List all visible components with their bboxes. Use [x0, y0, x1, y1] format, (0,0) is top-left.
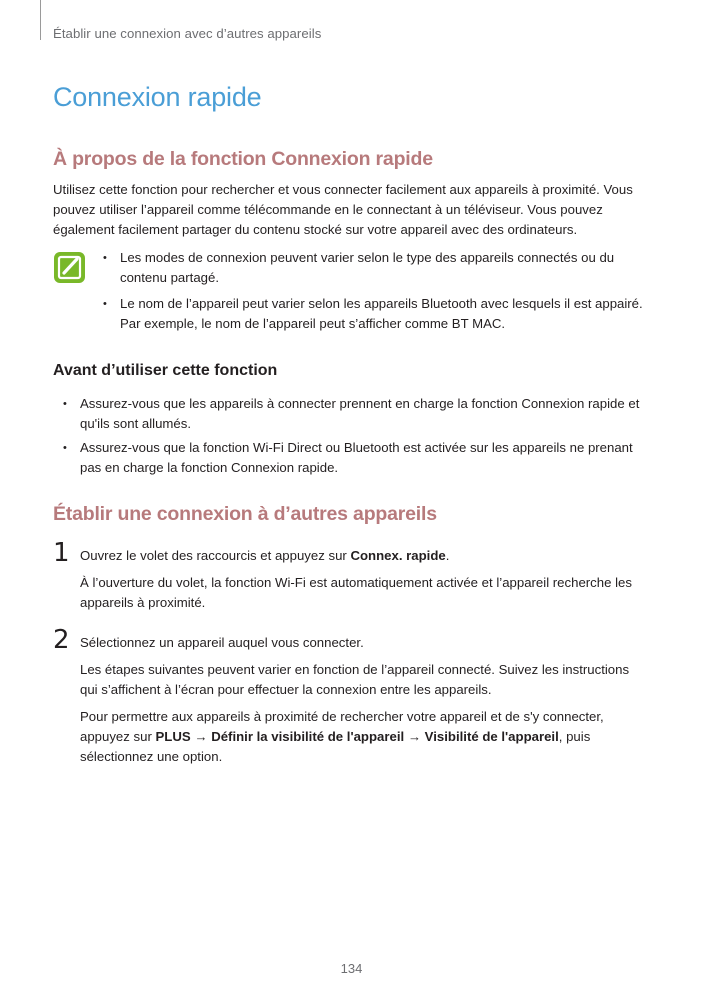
list-item: • Assurez-vous que les appareils à connecter prennent en charge la fonction Connexion rapide et qu'ils sont allumés. [63, 396, 640, 431]
step-number: 1 [53, 538, 70, 568]
arrow: → [404, 729, 425, 744]
menu-label: Définir la visibilité de l'appareil [211, 729, 405, 744]
intro-line: pouvez utiliser l’appareil comme télécommande en le connectant à un téléviseur. Vous pouvez [53, 202, 603, 217]
bullet-dot: • [63, 442, 67, 454]
note-item: • Le nom de l’appareil peut varier selon les appareils Bluetooth avec lesquels il est appairé. Par exemple, le nom de l’appareil peut s’afficher comme BT MAC. [103, 296, 643, 331]
step-1-text: Ouvrez le volet des raccourcis et appuyez sur Connex. rapide. [80, 548, 450, 563]
page-title: Connexion rapide [53, 82, 262, 112]
intro-line: également facilement partager du contenu stocké sur votre appareil avec des ordinateurs. [53, 222, 578, 237]
arrow: → [190, 729, 212, 744]
step-2-detail: Les étapes suivantes peuvent varier en fonction de l’appareil connecté. Suivez les instructions qui s’affichent à l’écran pour effectuer la connexion entre les appareils. [80, 662, 630, 697]
note-pencil-icon [53, 251, 86, 284]
page-number: 134 [340, 961, 363, 976]
bullet-dot: • [63, 398, 67, 410]
header-divider [40, 0, 41, 40]
step-2-text: Sélectionnez un appareil auquel vous connecter. [80, 635, 364, 650]
section-heading-about: À propos de la fonction Connexion rapide [53, 148, 433, 170]
menu-label: Visibilité de l'appareil [424, 729, 559, 744]
list-item: • Assurez-vous que la fonction Wi-Fi Direct ou Bluetooth est activée sur les appareils ne prenant pas en charge la fonction Connexion rapide. [63, 440, 633, 475]
menu-label: Connex. rapide [350, 548, 446, 563]
intro-line: Utilisez cette fonction pour rechercher et vous connecter facilement aux appareils à proximité. Vous [53, 182, 633, 197]
running-header: Établir une connexion avec d’autres appareils [53, 26, 322, 41]
step-2-visibility: Pour permettre aux appareils à proximité de rechercher votre appareil et de s'y connecter, appuyez sur PLUS → Définir la visibilité de l'appareil → Visibilité de l'appareil, puis sélectionnez une option. [80, 709, 604, 764]
section-heading-before: Avant d’utiliser cette fonction [53, 362, 278, 379]
step-number: 2 [53, 625, 70, 655]
step-1-detail: À l’ouverture du volet, la fonction Wi-Fi est automatiquement activée et l’appareil recherche les appareils à proximité. [80, 575, 632, 610]
bullet-dot: • [103, 252, 107, 264]
note-item: • Les modes de connexion peuvent varier selon le type des appareils connectés ou du contenu partagé. [103, 250, 615, 285]
intro-paragraph [53, 180, 633, 240]
bullet-dot: • [103, 298, 107, 310]
menu-label: PLUS [155, 729, 191, 744]
section-heading-connect: Établir une connexion à d’autres appareils [53, 503, 437, 525]
